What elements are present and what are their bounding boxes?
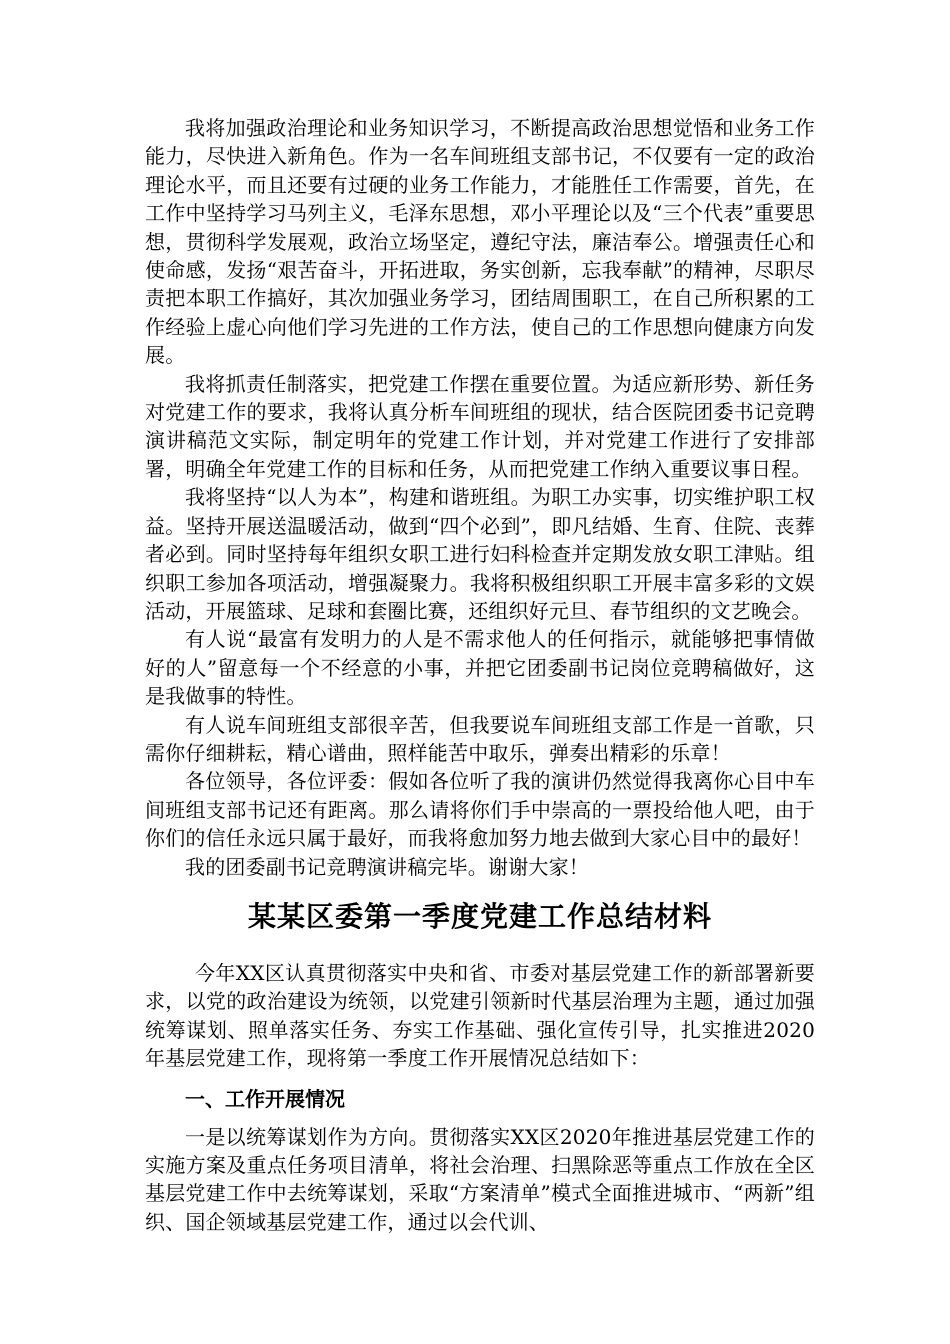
document-title: 某某区委第一季度党建工作总结材料 xyxy=(247,899,712,933)
document-body xyxy=(145,114,815,1236)
paragraph-responsibility: 我将抓责任制落实，把党建工作摆在重要位置。为适应新形势、新任务对党建工作的要求，我将认真分析车间班组的现状，结合医院团委书记竞聘演讲稿范文实际，制定明年的党建工作计划，并对党建工作进行了安排部署，明确全年党建工作的目标和任务，从而把党建工作纳入重要议事日程。 xyxy=(145,371,815,481)
paragraph-song: 有人说车间班组支部很辛苦，但我要说车间班组支部工作是一首歌，只需你仔细耕耘，精心谱曲，照样能苦中取乐，弹奏出精彩的乐章！ xyxy=(145,712,815,765)
paragraph-closing: 我的团委副书记竞聘演讲稿完毕。谢谢大家！ xyxy=(185,854,589,879)
paragraph-study: 我将加强政治理论和业务知识学习，不断提高政治思想觉悟和业务工作能力，尽快进入新角色。作为一名车间班组支部书记，不仅要有一定的政治理论水平，而且还要有过硬的业务工作能力，才能胜任工作需要，首先，在工作中坚持学习马列主义，毛泽东思想，邓小平理论以及“三个代表”重要思想，贯彻科学发展观，政治立场坚定，遵纪守法，廉洁奉公。增强责任心和使命感，发扬“艰苦奋斗，开拓进取，务实创新，忘我奉献”的精神，尽职尽责把本职工作搞好，其次加强业务学习，团结周围职工，在自己所积累的工作经验上虚心向他们学习先进的工作方法，使自己的工作思想向健康方向发展。 xyxy=(145,116,815,368)
paragraph-intro: 今年XX区认真贯彻落实中央和省、市委对基层党建工作的新部署新要求，以党的政治建设为统领，以党建引领新时代基层治理为主题，通过加强统筹谋划、照单落实任务、夯实工作基础、强化宣传引导，扎实推进2020年基层党建工作，现将第一季度工作开展情况总结如下： xyxy=(145,960,815,1071)
section-heading: 一、工作开展情况 xyxy=(185,1086,345,1111)
paragraph-quote: 有人说“最富有发明力的人是不需求他人的任何指示，就能够把事情做好的人”留意每一个不经意的小事，并把它团委副书记岗位竞聘稿做好，这是我做事的特性。 xyxy=(145,627,815,709)
paragraph-section-one: 一是以统筹谋划作为方向。贯彻落实XX区2020年推进基层党建工作的实施方案及重点任务项目清单，将社会治理、扫黑除恶等重点工作放在全区基层党建工作中去统筹谋划，采取“方案清单”模式全面推进城市、“两新”组织、国企领域基层党建工作，通过以会代训、 xyxy=(145,1124,815,1234)
paragraph-appeal: 各位领导，各位评委：假如各位听了我的演讲仍然觉得我离你心目中车间班组支部书记还有距离。那么请将你们手中崇高的一票投给他人吧，由于你们的信任永远只属于最好，而我将愈加努力地去做到大家心目中的最好！ xyxy=(145,769,815,851)
paragraph-people-oriented: 我将坚持“以人为本”，构建和谐班组。为职工办实事，切实维护职工权益。坚持开展送温暖活动，做到“四个必到”，即凡结婚、生育、住院、丧葬者必到。同时坚持每年组织女职工进行妇科检查并定期发放女职工津贴。组织职工参加各项活动，增强凝聚力。我将积极组织职工开展丰富多彩的文娱活动，开展篮球、足球和套圈比赛，还组织好元旦、春节组织的文艺晚会。 xyxy=(145,485,815,623)
